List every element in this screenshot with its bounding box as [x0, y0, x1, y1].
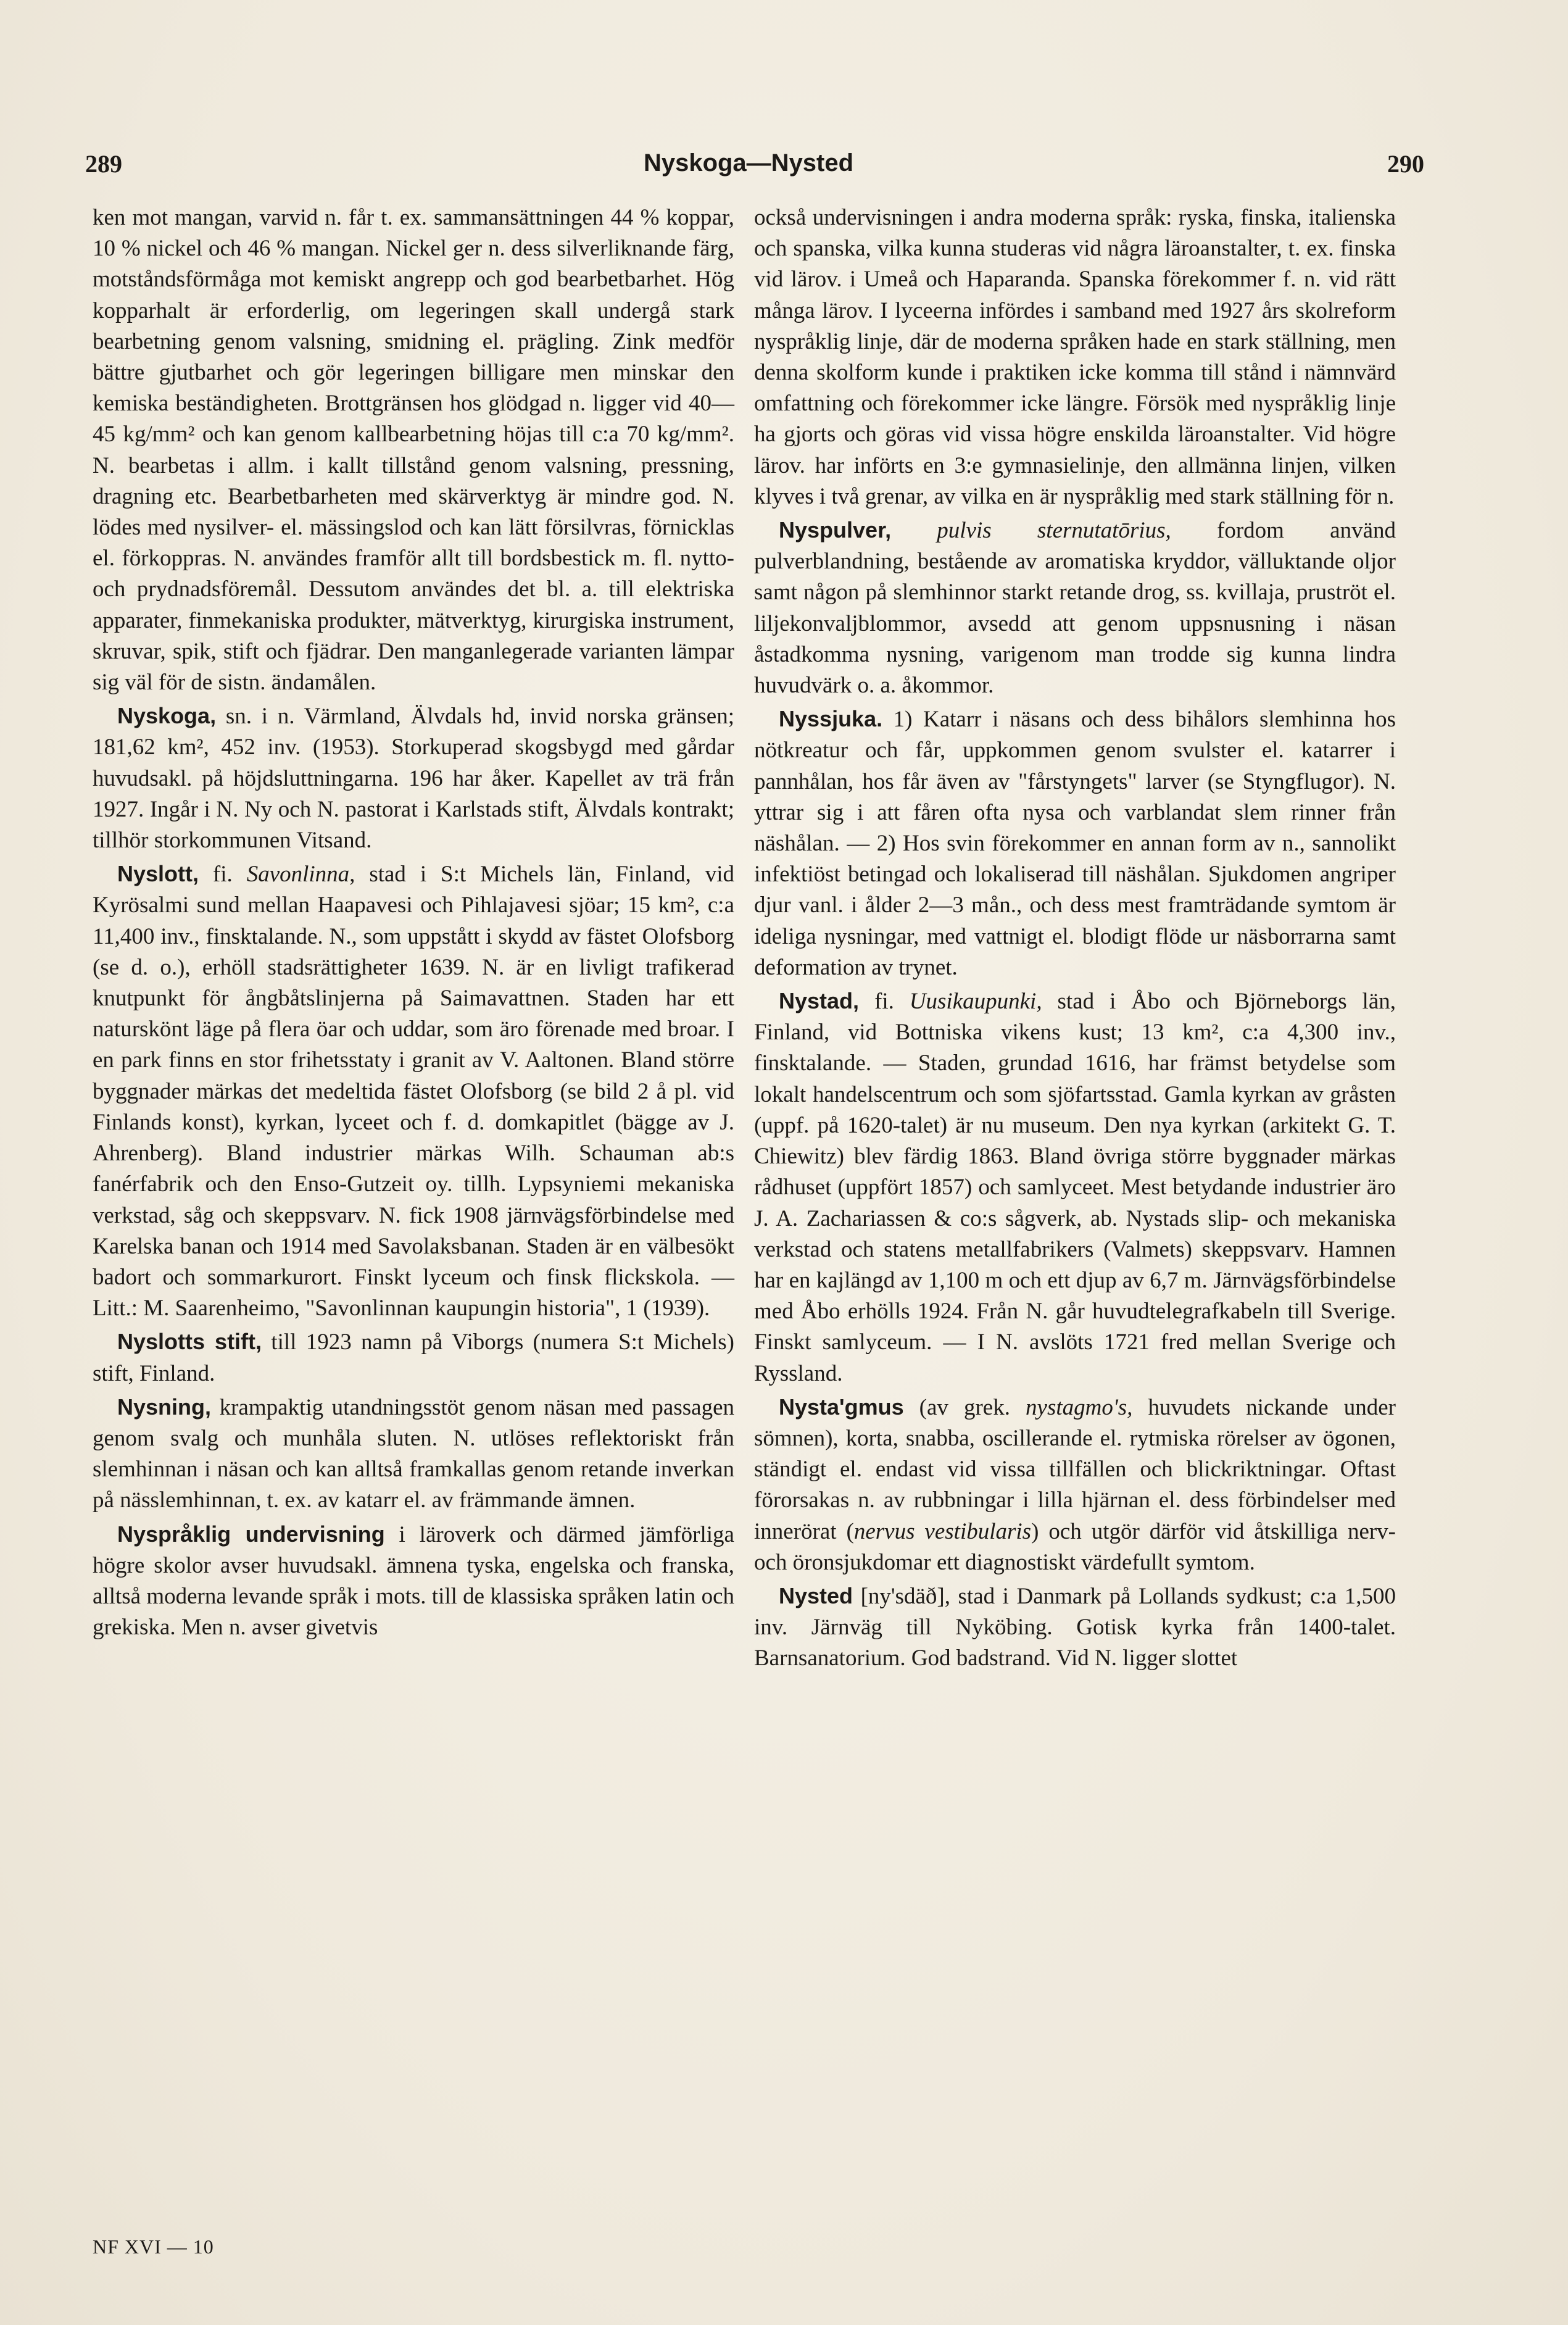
entry-nysning	[93, 1392, 734, 1516]
entry-italic: nervus vestibularis	[853, 1518, 1032, 1544]
entry-text: krampaktig utandningsstöt genom näsan med passagen genom svalg och munhåla sluten. N. utlöses reflektoriskt från slemhinnan i näsan och kan alltså framkallas genom retande inverkan på nässlemhinnan, t. ex. av katarr el. av främmande ämnen.	[93, 1394, 734, 1513]
entry-nyslott	[93, 859, 734, 1324]
continued-paragraph: ken mot mangan, varvid n. får t. ex. sammansättningen 44 % koppar, 10 % nickel och 46 % mangan. Nickel ger n. dess silverliknande färg, motståndsförmåga mot kemiskt angrepp och god bearbetbarhet. Hög kopparhalt är erforderlig, om legeringen skall undergå stark bearbetning genom valsning, smidning el. prägling. Zink medför bättre gjutbarhet och gör legeringen billigare men minskar den kemiska beständigheten. Brottgränsen hos glödgad n. ligger vid 40—45 kg/mm² och kan genom kallbearbetning höjas till c:a 70 kg/mm². N. bearbetas i allm. i kallt tillstånd genom valsning, pressning, dragning etc. Bearbetbarheten med skärverktyg är mindre god. N. lödes med nysilver- el. mässingslod och kan lätt försilvras, förnicklas el. förkoppras. N. användes framför allt till bordsbestick m. fl. nytto- och prydnadsföremål. Dessutom användes det bl. a. till elektriska apparater, finmekaniska produkter, mätverktyg, kirurgiska instrument, skruvar, spik, stift och fjädrar. Den manganlegerade varianten lämpar sig väl för de sistn. ändamålen.	[93, 205, 734, 696]
entry-text: stad i Åbo och Björneborgs län, Finland, vid Bottniska vikens kust; 13 km², c:a 4,300 inv., finsktalande. — Staden, grundad 1616, har främst betydelse som lokalt handelscentrum och som sjöfartsstad. Gamla kyrkan av gråsten (uppf. på 1620-talet) är nu museum. Den nya kyrkan (arkitekt G. T. Chiewitz) blev färdig 1863. Bland övriga större byggnader märkas rådhuset (uppfört 1857) och samlyceet. Mest betydande industrier äro J. A. Zachariassen & co:s sågverk, ab. Nystads slip- och mekaniska verkstad och statens metallfabrikers (Valmets) skeppsvarv. Hamnen har en kajlängd av 1,100 m och ett djup av 6,7 m. Järnvägsförbindelse med Åbo erhölls 1924. Från N. går huvudtelegrafkabeln till Sverige. Finskt samlyceum. — I N. avslöts 1721 fred mellan Sverige och Ryssland.	[754, 989, 1396, 1386]
entry-text: stad i S:t Michels län, Finland, vid Kyrösalmi sund mellan Haapavesi och Pihlajavesi sjöar; 15 km², c:a 11,400 inv., finsktalande. N., som uppstått i skydd av fästet Olofsborg (se d. o.), erhöll stadsrättigheter 1639. N. är en livligt trafikerad knutpunkt för ångbåtslinjerna på Saimavattnen. Staden har ett naturskönt läge på flera öar och uddar, som äro förenade med broar. I en park finns en stor frihetsstaty i granit av V. Aaltonen. Bland större byggnader märkas det medeltida fästet Olofsborg (se bild 2 å pl. vid Finlands konst), kyrkan, lyceet och f. d. domkapitlet (bägge av J. Ahrenberg). Bland industrier märkas Wilh. Schauman ab:s fanérfabrik och den Enso-Gutzeit oy. tillh. Lypsyniemi mekaniska verkstad, såg och skeppsvarv. N. fick 1908 järnvägsförbindelse med Karelska banan och 1914 med Savolaksbanan. Staden är en välbesökt badort och sommarkurort. Finskt lyceum och finsk flickskola. — Litt.: M. Saarenheimo, "Savonlinnan kaupungin historia", 1 (1939).	[93, 862, 735, 1321]
left-column	[93, 202, 734, 1643]
page-number-left: 289	[85, 150, 122, 178]
entry-nyssjuka	[754, 704, 1396, 983]
headword: Nysted	[779, 1583, 853, 1608]
entry-text: ) och utgör därför vid åtskilliga nerv- och öronsjukdomar ett diagnostiskt värdefullt symtom.	[754, 1518, 1396, 1575]
entry-text: fi.	[199, 862, 247, 888]
headword: Nyslott,	[117, 861, 199, 887]
page-number-right: 290	[1387, 150, 1424, 178]
headword: Nyspulver,	[779, 517, 892, 543]
entry-nystagmus	[754, 1392, 1396, 1578]
right-column	[754, 202, 1396, 1674]
entry-text: huvudets nickande under sömnen), korta, snabba, oscillerande el. rytmiska rörelser av ögonen, ständigt el. endast vid vissa tillfällen och blickriktningar. Oftast förorsakas n. av rubbningar i lilla hjärnan el. dess förbindelser med innerörat (	[754, 1394, 1396, 1544]
signature-mark: NF XVI — 10	[93, 2236, 214, 2258]
entry-nystad	[754, 986, 1396, 1389]
entry-nysted	[754, 1581, 1396, 1674]
entry-text: till 1923 namn på Viborgs (numera S:t Michels) stift, Finland.	[93, 1329, 734, 1386]
entry-nysprakling-undervisning	[93, 1519, 734, 1644]
entry-text: fi.	[859, 989, 910, 1015]
running-title: Nyskoga—Nysted	[643, 149, 854, 177]
entry-text: sn. i n. Värmland, Älvdals hd, invid norska gränsen; 181,62 km², 452 inv. (1953). Storkuperad skogsbygd med gårdar huvudsakl. på höjdsluttningarna. 196 har åker. Kapellet av trä från 1927. Ingår i N. Ny och N. pastorat i Karlstads stift, Älvdals kontrakt; tillhör storkommunen Vitsand.	[93, 704, 734, 854]
entry-text: (av grek.	[903, 1394, 1026, 1420]
headword: Nysning,	[117, 1394, 212, 1420]
headword: Nystad,	[779, 988, 860, 1014]
headword: Nysta'gmus	[779, 1394, 904, 1420]
entry-italic: nystagmo's,	[1026, 1394, 1133, 1420]
entry-text: [ny'sdäð], stad i Danmark på Lollands sydkust; c:a 1,500 inv. Järnväg till Nyköbing. Gotisk kyrka från 1400-talet. Barnsanatorium. God badstrand. Vid N. ligger slottet	[754, 1583, 1396, 1671]
entry-italic: pulvis sternutatōrius,	[891, 518, 1171, 544]
entry-text: 1) Katarr i näsans och dess bihålors slemhinna hos nötkreatur och får, uppkommen genom svulster el. katarrer i pannhålan, hos får även av "fårstyngets" larver (se Styngflugor). N. yttrar sig i att fåren ofta nysa och varblandat slem rinner från näshålan. — 2) Hos svin förekommer en annan form av n., sannolikt infektiöst betingad och lokaliserad till näshålan. Sjukdomen angriper djur vanl. i ålder 2—3 mån., och dess mest framträdande symtom är ideliga nysningar, med vattnigt el. blodigt flöde ur näsborrarna samt deformation av trynet.	[754, 707, 1396, 980]
headword: Nyskoga,	[117, 703, 217, 729]
entry-italic: Savonlinna,	[246, 862, 355, 888]
continued-paragraph: också undervisningen i andra moderna språk: ryska, finska, italienska och spanska, vilka kunna studeras vid några läroanstalter, t. ex. finska vid lärov. i Umeå och Haparanda. Spanska förekommer f. n. vid rätt många lärov. I lyceerna infördes i samband med 1927 års skolreform nyspråklig linje, där de moderna språken hade en stark ställning, men denna skolform kunde i praktiken icke komma till stånd i nämnvärd omfattning och förekommer icke längre. Försök med nyspråklig linje ha gjorts och göras vid vissa högre enskilda läroanstalter. Vid högre lärov. har införts en 3:e gymnasielinje, den allmänna linjen, vilken klyves i två grenar, av vilka en är nyspråklig med stark ställning för n.	[754, 205, 1396, 509]
entry-text: i läroverk och därmed jämförliga högre skolor avser huvudsakl. ämnena tyska, engelska och franska, alltså moderna levande språk i mots. till de klassiska språken latin och grekiska. Men n. avser givetvis	[93, 1521, 734, 1641]
entry-text: fordom använd pulverblandning, bestående av aromatiska kryddor, välluktande oljor samt någon på slemhinnor starkt retande drog, ss. kvillaja, pruströt el. liljekonvaljblommor, avsedd att genom uppsnusning i näsan åstadkomma nysning, varigenom man trodde sig kunna lindra huvudvärk o. a. åkommor.	[754, 518, 1396, 699]
entry-nyskoga	[93, 701, 734, 856]
entry-nyspulver	[754, 515, 1396, 701]
entry-nyslotts-stift	[93, 1326, 734, 1389]
entry-italic: Uusikaupunki,	[909, 989, 1042, 1015]
page-header	[85, 149, 1424, 193]
headword: Nyspråklig undervisning	[117, 1521, 385, 1547]
headword: Nyssjuka.	[779, 706, 883, 732]
headword: Nyslotts stift,	[117, 1329, 262, 1355]
